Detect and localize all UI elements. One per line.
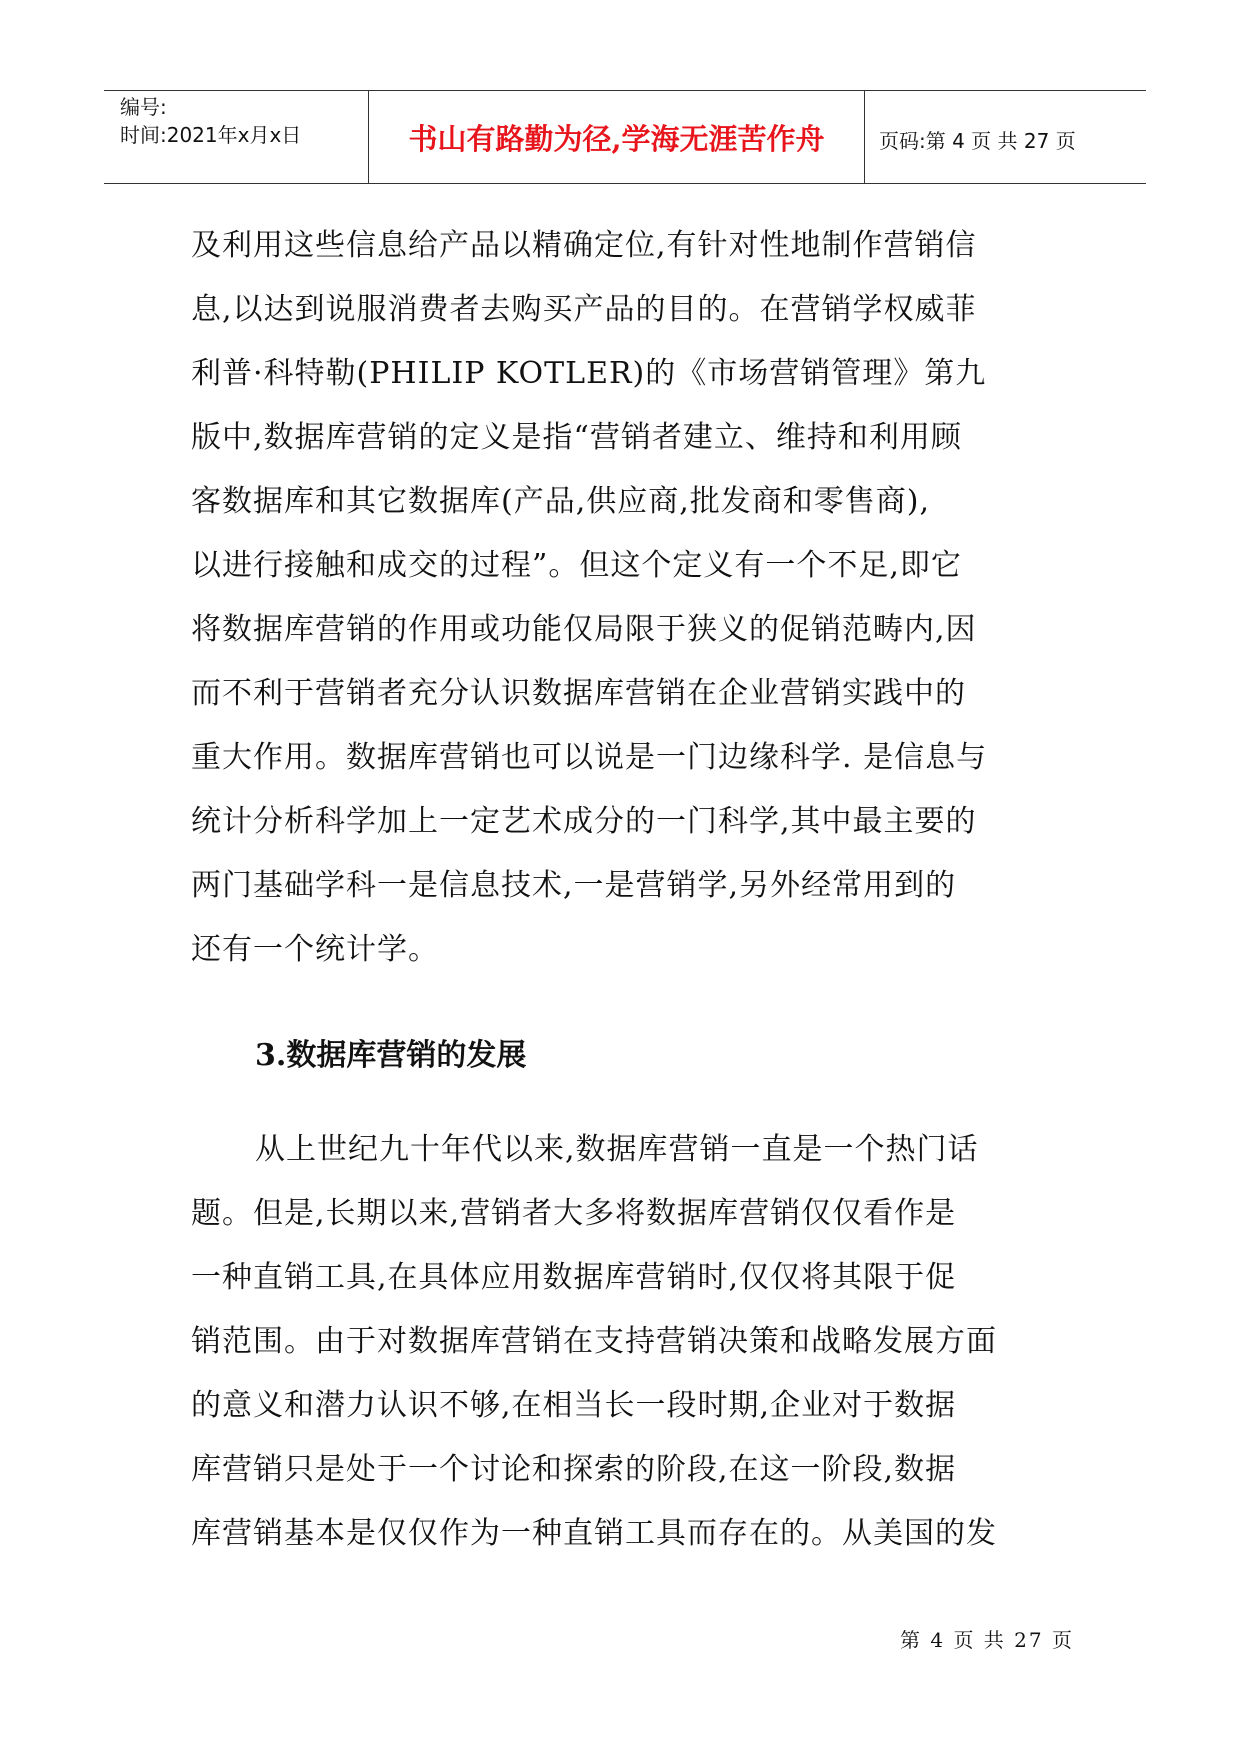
text-line: 版中,数据库营销的定义是指“营销者建立、维持和利用顾 [191, 420, 962, 455]
text-line: 客数据库和其它数据库(产品,供应商,批发商和零售商), [191, 484, 931, 519]
text-line: 及利用这些信息给产品以精确定位,有针对性地制作营销信 [191, 228, 977, 263]
text-line: 库营销只是处于一个讨论和探索的阶段,在这一阶段,数据 [191, 1452, 957, 1487]
header-page-info: 页码:第 4 页 共 27 页 [879, 129, 1076, 153]
header-page-cell [865, 91, 1146, 183]
text-line: 一种直销工具,在具体应用数据库营销时,仅仅将其限于促 [191, 1260, 957, 1295]
text-line: 统计分析科学加上一定艺术成分的一门科学,其中最主要的 [191, 804, 977, 839]
page-footer: 第 4 页 共 27 页 [900, 1628, 1074, 1652]
text-line: 题。但是,长期以来,营销者大多将数据库营销仅仅看作是 [191, 1196, 957, 1231]
text-line: 利普·科特勒(PHILIP KOTLER)的《市场营销管理》第九 [191, 356, 987, 391]
header-motto-cell [369, 91, 865, 183]
text-line: 两门基础学科一是信息技术,一是营销学,另外经常用到的 [191, 868, 957, 903]
text-line: 的意义和潜力认识不够,在相当长一段时期,企业对于数据 [191, 1388, 957, 1423]
header-motto: 书山有路勤为径,学海无涯苦作舟 [408, 122, 825, 156]
text-line: 库营销基本是仅仅作为一种直销工具而存在的。从美国的发 [191, 1516, 997, 1551]
text-line: 息,以达到说服消费者去购买产品的目的。在营销学权威菲 [191, 292, 977, 327]
text-line: 从上世纪九十年代以来,数据库营销一直是一个热门话 [255, 1132, 979, 1167]
text-line: 而不利于营销者充分认识数据库营销在企业营销实践中的 [191, 676, 966, 711]
document-number-label: 编号: [120, 95, 167, 119]
text-line: 将数据库营销的作用或功能仅局限于狭义的促销范畴内,因 [191, 612, 977, 647]
paragraph-definition [191, 214, 1071, 982]
header-meta-cell [104, 91, 369, 183]
page-header [104, 90, 1146, 184]
paragraph-development [191, 1118, 1071, 1566]
text-line: 还有一个统计学。 [191, 932, 439, 967]
document-time-label: 时间:2021年x月x日 [120, 123, 302, 147]
section-heading: 3.数据库营销的发展 [255, 1038, 527, 1073]
text-line: 重大作用。数据库营销也可以说是一门边缘科学. 是信息与 [191, 740, 988, 775]
text-line: 销范围。由于对数据库营销在支持营销决策和战略发展方面 [191, 1324, 997, 1359]
text-line: 以进行接触和成交的过程”。但这个定义有一个不足,即它 [191, 548, 962, 583]
